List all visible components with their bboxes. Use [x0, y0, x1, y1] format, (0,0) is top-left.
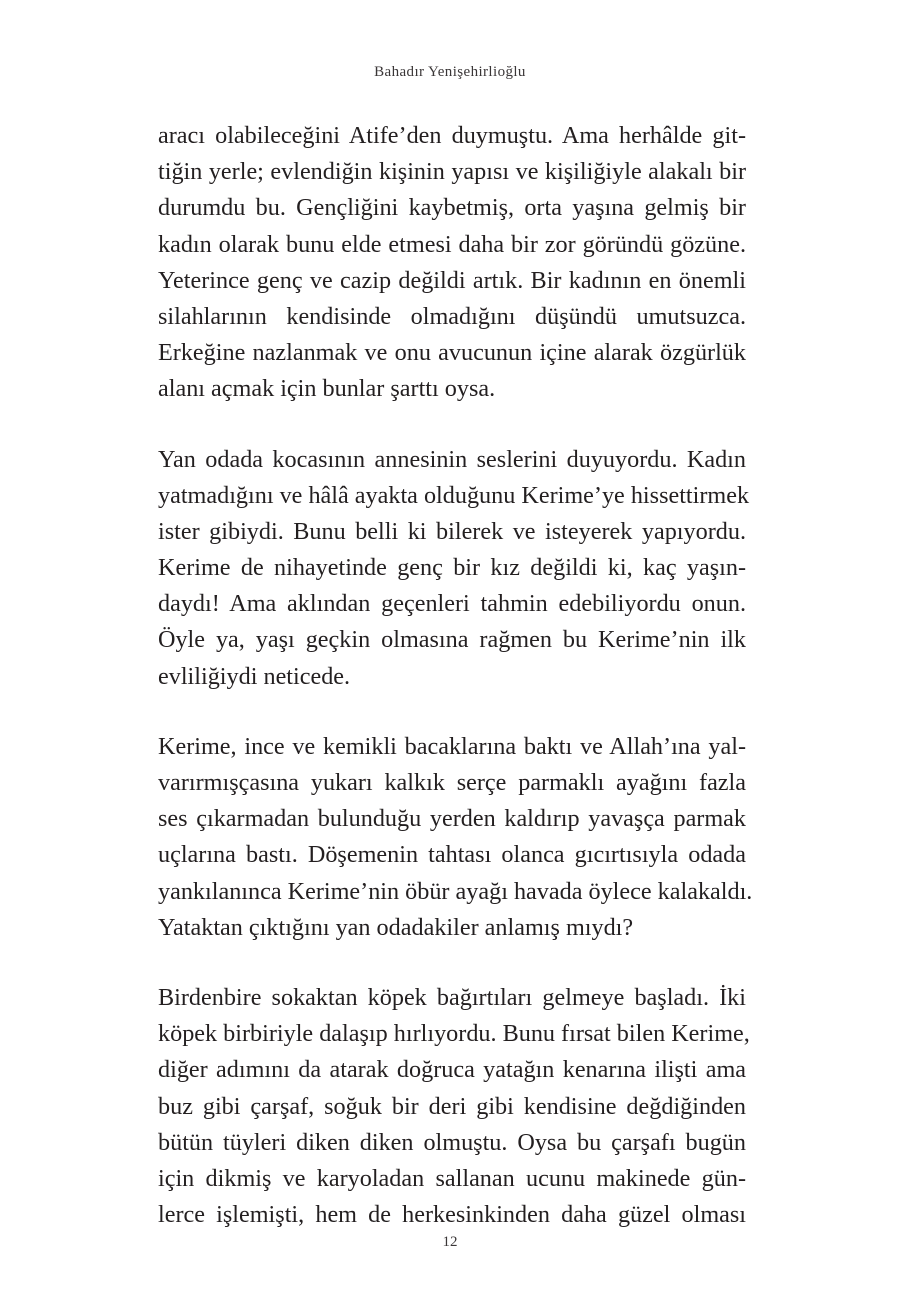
text-line: varırmışçasına yukarı kalkık serçe parmaklı ayağını fazla [158, 769, 746, 796]
text-line: Kerime, ince ve kemikli bacaklarına baktı ve Allah’ına yal- [158, 732, 746, 760]
text-line: uçlarına bastı. Döşemenin tahtası olanca gıcırtısıyla odada [158, 841, 746, 869]
text-line: Birdenbire sokaktan köpek bağırtıları gelmeye başladı. İki [158, 983, 746, 1011]
text-line: evliliğiydi neticede. [158, 662, 351, 690]
running-header-author: Bahadır Yenişehirlioğlu [374, 64, 526, 80]
text-line: tiğin yerle; evlendiğin kişinin yapısı ve kişiliğiyle alakalı bir [158, 158, 746, 186]
paragraph-1 [158, 118, 746, 408]
text-line: daydı! Ama aklından geçenleri tahmin edebiliyordu onun. [158, 590, 746, 618]
text-line: ister gibiydi. Bunu belli ki bilerek ve isteyerek yapıyordu. [158, 517, 746, 545]
page-number: 12 [442, 1234, 458, 1250]
text-line: yankılanınca Kerime’nin öbür ayağı havada öylece kalakaldı. [158, 877, 753, 905]
text-line: için dikmiş ve karyoladan sallanan ucunu makinede gün- [158, 1164, 746, 1192]
text-line: ses çıkarmadan bulunduğu yerden kaldırıp yavaşça parmak [158, 805, 746, 833]
paragraph-2 [158, 442, 750, 695]
text-line: köpek birbiriyle dalaşıp hırlıyordu. Bunu fırsat bilen Kerime, [158, 1020, 750, 1048]
paragraph-3 [158, 729, 753, 946]
text-line: alanı açmak için bunlar şarttı oysa. [158, 375, 496, 403]
text-line: Öyle ya, yaşı geçkin olmasına rağmen bu Kerime’nin ilk [158, 626, 746, 654]
text-line: diğer adımını da atarak doğruca yatağın kenarına ilişti ama [158, 1056, 746, 1084]
text-line: lerce işlemişti, hem de herkesinkinden daha güzel olması [158, 1201, 746, 1229]
text-line: yatmadığını ve hâlâ ayakta olduğunu Kerime’ye hissettirmek [158, 481, 750, 509]
text-line: Yan odada kocasının annesinin seslerini duyuyordu. Kadın [158, 445, 746, 473]
text-line: buz gibi çarşaf, soğuk bir deri gibi kendisine değdiğinden [158, 1092, 746, 1120]
text-line: kadın olarak bunu elde etmesi daha bir zor göründü gözüne. [158, 230, 746, 258]
text-line: Erkeğine nazlanmak ve onu avucunun içine alarak özgürlük [158, 339, 746, 367]
text-line: silahlarının kendisinde olmadığını düşündü umutsuzca. [158, 302, 746, 330]
paragraph-4 [158, 980, 750, 1233]
text-line: bütün tüyleri diken diken olmuştu. Oysa bu çarşafı bugün [158, 1128, 746, 1156]
text-line: Yeterince genç ve cazip değildi artık. Bir kadının en önemli [158, 266, 746, 294]
text-line: durumdu bu. Gençliğini kaybetmiş, orta yaşına gelmiş bir [158, 194, 746, 222]
text-line: Yataktan çıktığını yan odadakiler anlamış mıydı? [158, 913, 634, 941]
body-text [158, 118, 753, 1267]
text-line: Kerime de nihayetinde genç bir kız değildi ki, kaç yaşın- [158, 554, 746, 582]
text-line: aracı olabileceğini Atife’den duymuştu. Ama herhâlde git- [158, 122, 746, 149]
